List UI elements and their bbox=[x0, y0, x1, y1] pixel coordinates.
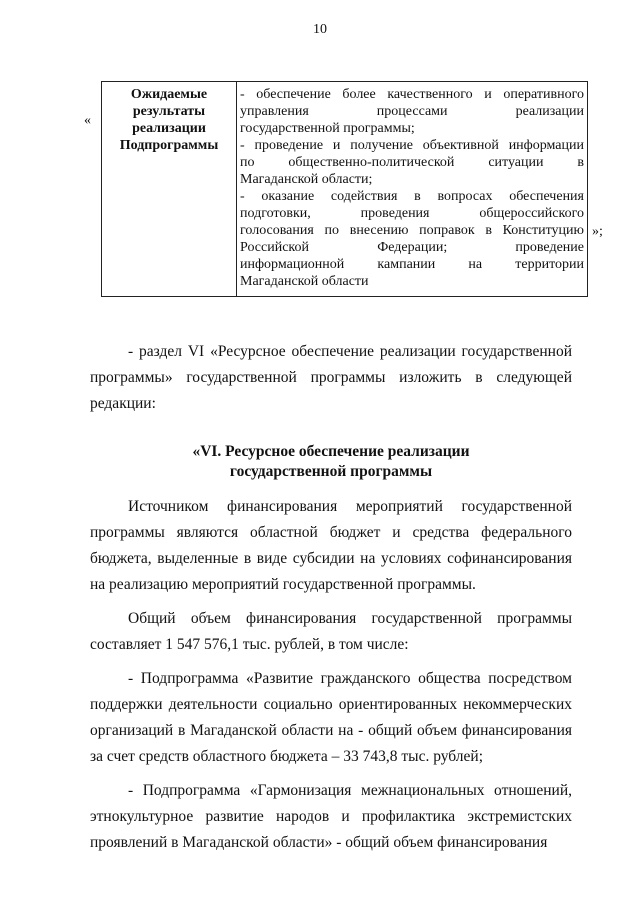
value-line: по общественно-политической ситуации в bbox=[240, 155, 584, 170]
paragraph: - Подпрограмма «Гармонизация межнациональных отношений, этнокультурное развитие народов и профилактика экстремистских проявлений в Магаданской области» - общий объем финансирования bbox=[90, 782, 572, 851]
value-line: - обеспечение более качественного и оперативного bbox=[240, 87, 584, 102]
section-heading-line: «VI. Ресурсное обеспечение реализации bbox=[192, 443, 470, 460]
amendment-intro-block bbox=[90, 339, 572, 417]
value-line: - проведение и получение объективной информации bbox=[240, 138, 584, 153]
label-line: Ожидаемые bbox=[130, 87, 208, 102]
program-passport-table bbox=[101, 81, 588, 297]
value-line: государственной программы; bbox=[240, 121, 415, 136]
opening-quote: « bbox=[84, 113, 91, 128]
value-line: управления процессами реализации bbox=[240, 104, 584, 119]
value-line: Магаданской области; bbox=[240, 172, 373, 187]
table-row bbox=[102, 82, 588, 297]
page-number: 10 bbox=[313, 22, 327, 37]
paragraph: Источником финансирования мероприятий государственной программы являются областной бюджет и средства федерального бюджета, выделенные в виде субсидии на условиях софинансирования на реализацию мероприятий государственной программы. bbox=[90, 498, 572, 593]
label-line: результаты bbox=[132, 104, 206, 119]
value-line: голосования по внесению поправок в Конституцию bbox=[240, 223, 584, 238]
closing-quote: »; bbox=[592, 224, 603, 239]
paragraph: Общий объем финансирования государственной программы составляет 1 547 576,1 тыс. рублей, в том числе: bbox=[90, 610, 572, 653]
section-heading bbox=[90, 442, 572, 482]
value-line: информационной кампании на территории bbox=[240, 257, 584, 272]
table-label-cell bbox=[102, 82, 237, 297]
paragraph: - Подпрограмма «Развитие гражданского общества посредством поддержки деятельности социально ориентированных некоммерческих организаций в Магаданской области на - общий объем финансирования за счет средств областного бюджета – 33 743,8 тыс. рублей; bbox=[90, 670, 572, 765]
value-line: подготовки, проведения общероссийского bbox=[240, 206, 584, 221]
value-line: - оказание содействия в вопросах обеспечения bbox=[240, 189, 584, 204]
section-heading-line: государственной программы bbox=[229, 463, 433, 480]
label-line: реализации bbox=[132, 121, 206, 136]
value-line: Магаданской области bbox=[240, 274, 369, 289]
amendment-intro: - раздел VI «Ресурсное обеспечение реализации государственной программы» государственной программы изложить в следующей редакции: bbox=[90, 343, 572, 412]
value-line: Российской Федерации; проведение bbox=[240, 240, 584, 255]
section-body bbox=[90, 494, 572, 856]
label-line: Подпрограммы bbox=[119, 138, 219, 153]
table-value-cell bbox=[237, 82, 588, 297]
